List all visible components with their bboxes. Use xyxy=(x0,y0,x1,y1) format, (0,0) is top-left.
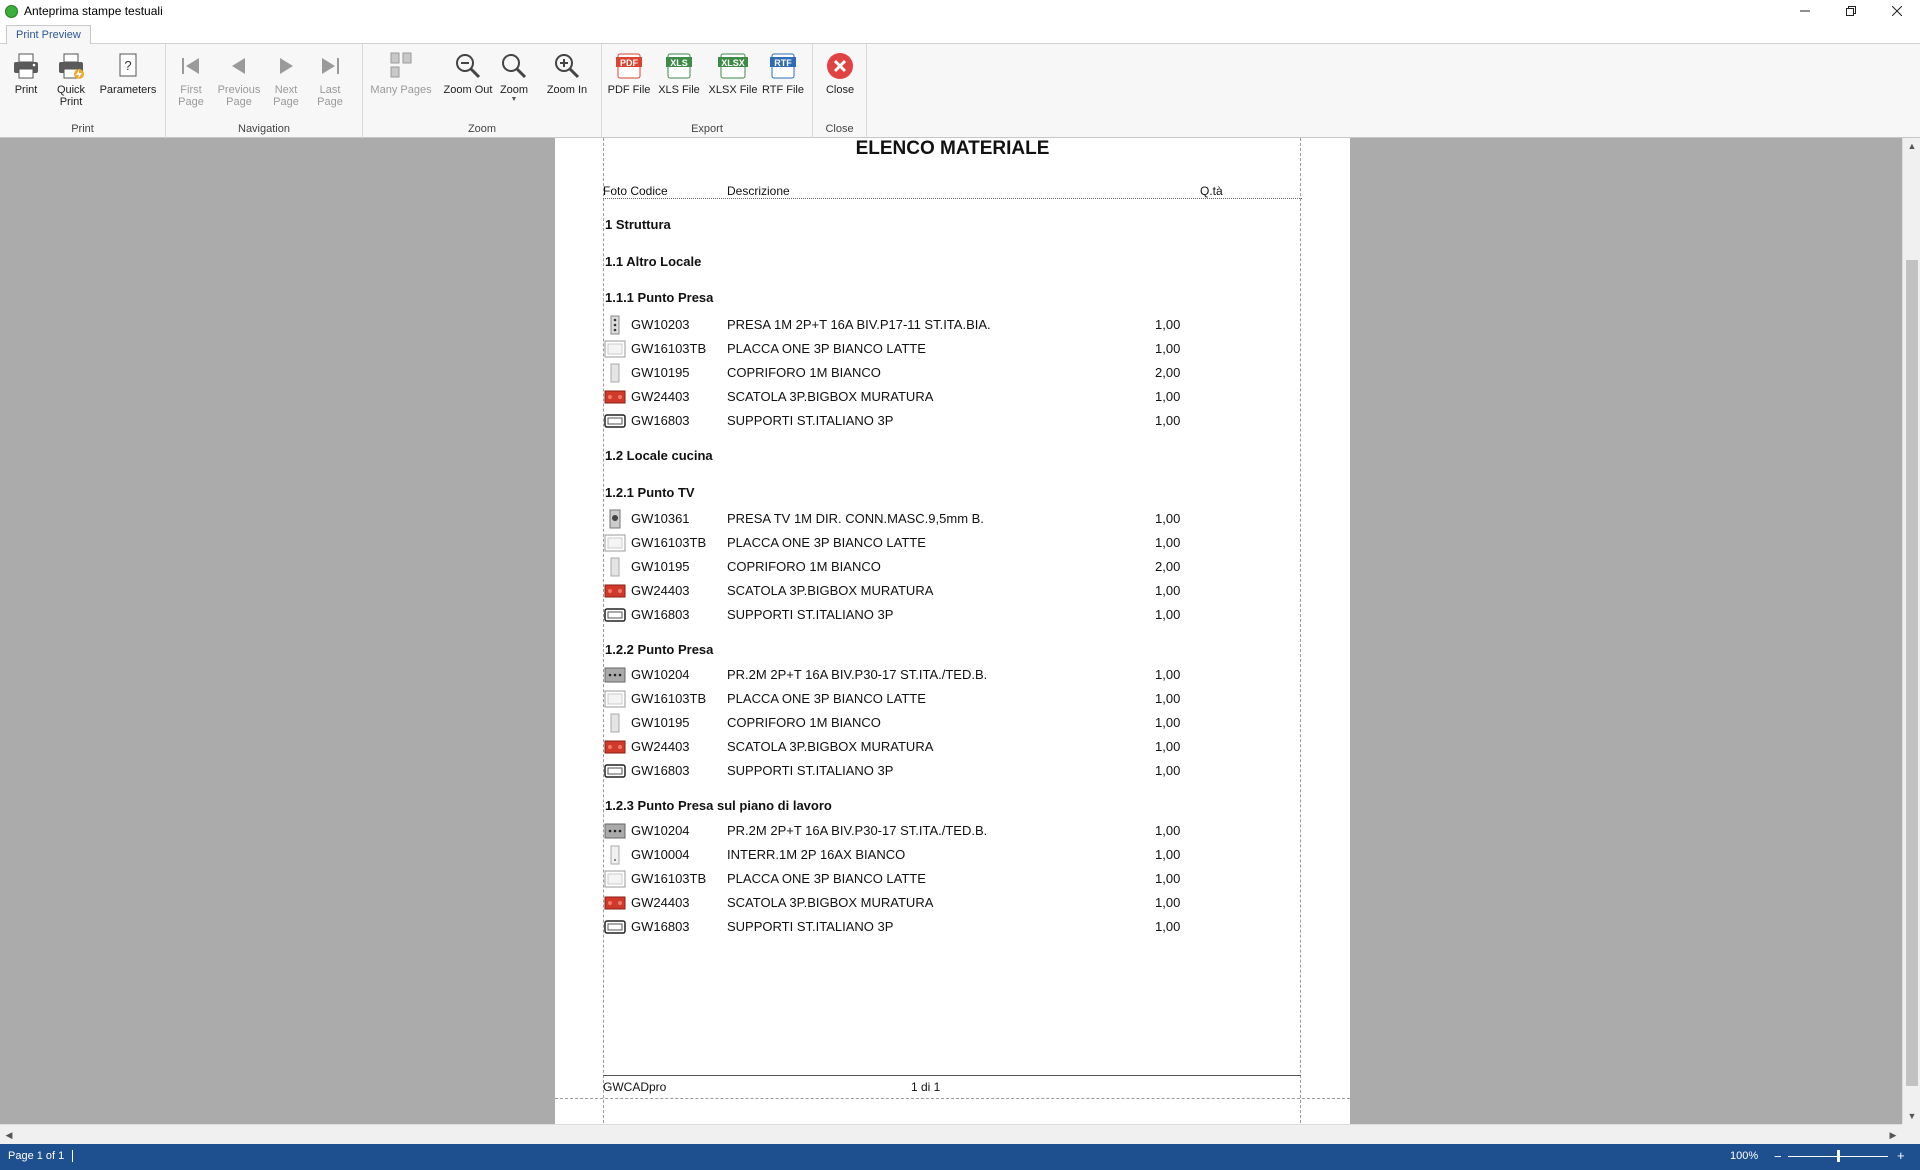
close-circle-icon xyxy=(824,50,856,82)
item-description: PR.2M 2P+T 16A BIV.P30-17 ST.ITA./TED.B. xyxy=(727,667,988,682)
restore-button[interactable] xyxy=(1828,0,1874,22)
red-box-icon xyxy=(604,387,626,407)
item-description: SUPPORTI ST.ITALIANO 3P xyxy=(727,413,894,428)
item-code: GW10195 xyxy=(631,559,690,574)
support-frame-icon xyxy=(604,761,626,781)
item-description: SCATOLA 3P.BIGBOX MURATURA xyxy=(727,895,934,910)
switch-icon xyxy=(604,845,626,865)
status-bar xyxy=(0,1144,1920,1170)
pdf-file-icon xyxy=(613,50,645,82)
item-quantity: 1,00 xyxy=(1155,739,1181,754)
next-page-button[interactable]: Next Page xyxy=(266,50,306,108)
header-qta: Q.tà xyxy=(1200,184,1223,198)
socket-2m-icon xyxy=(604,821,626,841)
item-quantity: 1,00 xyxy=(1155,823,1181,838)
zoom-dropdown-icon: ▼ xyxy=(510,96,518,103)
material-row xyxy=(604,556,1304,578)
item-code: GW24403 xyxy=(631,389,690,404)
item-code: GW10204 xyxy=(631,667,690,682)
first-page-icon xyxy=(175,50,207,82)
blank-cover-icon xyxy=(604,713,626,733)
quick-print-button[interactable]: Quick Print xyxy=(46,50,96,108)
item-quantity: 1,00 xyxy=(1155,413,1181,428)
material-row xyxy=(604,712,1304,734)
close-window-button[interactable] xyxy=(1874,0,1920,22)
preview-area[interactable] xyxy=(0,138,1902,1124)
export-group xyxy=(602,44,813,138)
xlsx-file-icon xyxy=(717,50,749,82)
item-quantity: 1,00 xyxy=(1155,763,1181,778)
item-code: GW24403 xyxy=(631,583,690,598)
item-quantity: 2,00 xyxy=(1155,365,1181,380)
material-row xyxy=(604,868,1304,890)
section-heading: 1.1 Altro Locale xyxy=(605,254,702,269)
item-code: GW16103TB xyxy=(631,691,707,706)
minimize-icon xyxy=(1800,6,1810,16)
xls-export-button[interactable]: XLS XLS File xyxy=(654,50,704,96)
material-row xyxy=(604,508,1304,530)
zoom-minus-icon[interactable]: − xyxy=(1774,1149,1782,1164)
item-description: SCATOLA 3P.BIGBOX MURATURA xyxy=(727,389,934,404)
last-page-icon xyxy=(314,50,346,82)
plate-icon xyxy=(604,339,626,359)
section-heading: 1.2.1 Punto TV xyxy=(605,485,695,500)
material-row xyxy=(604,580,1304,602)
item-description: PLACCA ONE 3P BIANCO LATTE xyxy=(727,691,926,706)
item-description: SUPPORTI ST.ITALIANO 3P xyxy=(727,607,894,622)
zoom-out-button[interactable]: Zoom Out xyxy=(442,50,494,96)
item-code: GW16803 xyxy=(631,607,690,622)
material-row xyxy=(604,688,1304,710)
material-row xyxy=(604,820,1304,842)
item-quantity: 1,00 xyxy=(1155,341,1181,356)
material-row xyxy=(604,362,1304,384)
svg-text:?: ? xyxy=(124,58,132,73)
item-description: PLACCA ONE 3P BIANCO LATTE xyxy=(727,535,926,550)
material-row xyxy=(604,386,1304,408)
zoom-percentage: 100% xyxy=(1730,1150,1759,1162)
item-description: PRESA TV 1M DIR. CONN.MASC.9,5mm B. xyxy=(727,511,984,526)
item-description: SCATOLA 3P.BIGBOX MURATURA xyxy=(727,583,934,598)
item-quantity: 1,00 xyxy=(1155,607,1181,622)
item-description: INTERR.1M 2P 16AX BIANCO xyxy=(727,847,906,862)
app-logo-icon xyxy=(5,5,18,18)
navigation-group-label: Navigation xyxy=(238,123,290,135)
red-box-icon xyxy=(604,581,626,601)
support-frame-icon xyxy=(604,411,626,431)
material-row xyxy=(604,664,1304,686)
print-button[interactable]: Print xyxy=(1,50,51,96)
item-quantity: 1,00 xyxy=(1155,871,1181,886)
item-description: SUPPORTI ST.ITALIANO 3P xyxy=(727,919,894,934)
material-row xyxy=(604,604,1304,626)
tv-socket-icon xyxy=(604,509,626,529)
header-descrizione: Descrizione xyxy=(727,184,790,198)
item-quantity: 1,00 xyxy=(1155,317,1181,332)
parameters-button[interactable]: ? Parameters xyxy=(102,50,154,96)
margin-guide-left xyxy=(603,138,604,1124)
socket-3pin-icon xyxy=(604,315,626,335)
material-row xyxy=(604,736,1304,758)
item-quantity: 1,00 xyxy=(1155,847,1181,862)
plate-icon xyxy=(604,869,626,889)
footer-app-name: GWCADpro xyxy=(603,1080,667,1094)
material-row xyxy=(604,916,1304,938)
socket-2m-icon xyxy=(604,665,626,685)
item-code: GW10203 xyxy=(631,317,690,332)
section-heading: 1.2.3 Punto Presa sul piano di lavoro xyxy=(605,798,832,813)
item-quantity: 2,00 xyxy=(1155,559,1181,574)
plate-icon xyxy=(604,533,626,553)
section-heading: 1 Struttura xyxy=(605,217,671,232)
item-code: GW16803 xyxy=(631,763,690,778)
zoom-in-icon xyxy=(551,50,583,82)
item-code: GW10195 xyxy=(631,715,690,730)
xlsx-export-button[interactable]: XLSX XLSX File xyxy=(706,50,760,96)
print-group-label: Print xyxy=(71,123,94,135)
item-code: GW24403 xyxy=(631,739,690,754)
navigation-group xyxy=(166,44,363,138)
material-row xyxy=(604,532,1304,554)
margin-guide-right xyxy=(1300,138,1301,1124)
item-description: COPRIFORO 1M BIANCO xyxy=(727,365,881,380)
export-group-label: Export xyxy=(691,123,723,135)
blank-cover-icon xyxy=(604,363,626,383)
item-description: PLACCA ONE 3P BIANCO LATTE xyxy=(727,871,926,886)
title-bar xyxy=(0,0,1920,22)
item-quantity: 1,00 xyxy=(1155,919,1181,934)
section-heading: 1.2.2 Punto Presa xyxy=(605,642,714,657)
zoom-out-icon xyxy=(452,50,484,82)
blank-cover-icon xyxy=(604,557,626,577)
zoom-group xyxy=(363,44,602,138)
item-quantity: 1,00 xyxy=(1155,667,1181,682)
footer-page-number: 1 di 1 xyxy=(911,1080,941,1094)
pdf-export-button[interactable]: PDF PDF File xyxy=(604,50,654,96)
material-row xyxy=(604,760,1304,782)
vertical-scroll-thumb[interactable] xyxy=(1906,260,1918,1086)
header-underline xyxy=(603,198,1302,199)
rtf-export-button[interactable]: RTF RTF File xyxy=(758,50,808,96)
close-preview-button[interactable]: Close xyxy=(815,50,865,96)
previous-page-button[interactable]: Previous Page xyxy=(215,50,263,108)
item-quantity: 1,00 xyxy=(1155,895,1181,910)
item-quantity: 1,00 xyxy=(1155,389,1181,404)
item-description: SCATOLA 3P.BIGBOX MURATURA xyxy=(727,739,934,754)
item-quantity: 1,00 xyxy=(1155,583,1181,598)
many-pages-icon xyxy=(385,50,417,82)
item-code: GW10004 xyxy=(631,847,690,862)
zoom-icon xyxy=(498,50,530,82)
item-code: GW16803 xyxy=(631,919,690,934)
ribbon xyxy=(0,44,1920,138)
material-row xyxy=(604,892,1304,914)
item-quantity: 1,00 xyxy=(1155,511,1181,526)
rtf-file-icon xyxy=(767,50,799,82)
item-code: GW10204 xyxy=(631,823,690,838)
window-title: Anteprima stampe testuali xyxy=(24,4,163,18)
item-description: PR.2M 2P+T 16A BIV.P30-17 ST.ITA./TED.B. xyxy=(727,823,988,838)
item-quantity: 1,00 xyxy=(1155,535,1181,550)
restore-icon xyxy=(1846,6,1856,16)
svg-text:XLSX: XLSX xyxy=(721,58,745,68)
material-row xyxy=(604,844,1304,866)
item-description: COPRIFORO 1M BIANCO xyxy=(727,559,881,574)
last-page-button[interactable]: Last Page xyxy=(310,50,350,108)
vertical-scrollbar[interactable] xyxy=(1902,138,1920,1124)
red-box-icon xyxy=(604,893,626,913)
close-icon xyxy=(1892,6,1902,16)
item-quantity: 1,00 xyxy=(1155,691,1181,706)
report-page xyxy=(555,138,1350,1124)
svg-text:RTF: RTF xyxy=(774,58,792,68)
tab-print-preview[interactable]: Print Preview xyxy=(6,25,91,45)
page-indicator: Page 1 of 1 xyxy=(8,1150,73,1162)
svg-text:PDF: PDF xyxy=(620,58,638,68)
quick-printer-icon xyxy=(55,50,87,82)
item-code: GW16103TB xyxy=(631,535,707,550)
section-heading: 1.1.1 Punto Presa xyxy=(605,290,714,305)
support-frame-icon xyxy=(604,605,626,625)
item-code: GW10195 xyxy=(631,365,690,380)
item-description: SUPPORTI ST.ITALIANO 3P xyxy=(727,763,894,778)
item-quantity: 1,00 xyxy=(1155,715,1181,730)
parameters-icon xyxy=(112,50,144,82)
plate-icon xyxy=(604,689,626,709)
material-row xyxy=(604,410,1304,432)
many-pages-button[interactable]: Many Pages xyxy=(369,50,433,96)
first-page-button[interactable]: First Page xyxy=(171,50,211,108)
previous-page-icon xyxy=(223,50,255,82)
scroll-down-icon[interactable]: ▼ xyxy=(1907,1111,1917,1121)
minimize-button[interactable] xyxy=(1782,0,1828,22)
zoom-button[interactable]: Zoom ▼ xyxy=(494,50,534,104)
ribbon-tab-bar xyxy=(0,22,1920,44)
zoom-slider-thumb[interactable] xyxy=(1837,1150,1840,1162)
horizontal-scrollbar[interactable] xyxy=(0,1124,1902,1144)
item-code: GW16103TB xyxy=(631,341,707,356)
item-description: PLACCA ONE 3P BIANCO LATTE xyxy=(727,341,926,356)
svg-text:XLS: XLS xyxy=(670,58,688,68)
item-code: GW16803 xyxy=(631,413,690,428)
item-description: COPRIFORO 1M BIANCO xyxy=(727,715,881,730)
close-group xyxy=(813,44,867,138)
zoom-group-label: Zoom xyxy=(467,123,497,135)
item-code: GW24403 xyxy=(631,895,690,910)
red-box-icon xyxy=(604,737,626,757)
item-description: PRESA 1M 2P+T 16A BIV.P17-11 ST.ITA.BIA. xyxy=(727,317,991,332)
margin-guide-bottom xyxy=(555,1098,1350,1099)
item-code: GW10361 xyxy=(631,511,690,526)
scroll-up-icon[interactable]: ▲ xyxy=(1907,141,1917,151)
print-group xyxy=(0,44,166,138)
footer-rule xyxy=(603,1075,1301,1076)
material-row xyxy=(604,314,1304,336)
close-group-label: Close xyxy=(825,123,854,135)
scroll-left-icon[interactable]: ◀ xyxy=(5,1129,13,1140)
header-foto-codice: Foto Codice xyxy=(603,184,668,198)
support-frame-icon xyxy=(604,917,626,937)
item-code: GW16103TB xyxy=(631,871,707,886)
next-page-icon xyxy=(270,50,302,82)
document-title: ELENCO MATERIALE xyxy=(855,138,1050,159)
scroll-right-icon[interactable]: ▶ xyxy=(1889,1129,1897,1140)
printer-icon xyxy=(10,50,42,82)
zoom-plus-icon[interactable]: + xyxy=(1897,1148,1905,1163)
material-row xyxy=(604,338,1304,360)
section-heading: 1.2 Locale cucina xyxy=(605,448,713,463)
xls-file-icon xyxy=(663,50,695,82)
zoom-in-button[interactable]: Zoom In xyxy=(542,50,592,96)
